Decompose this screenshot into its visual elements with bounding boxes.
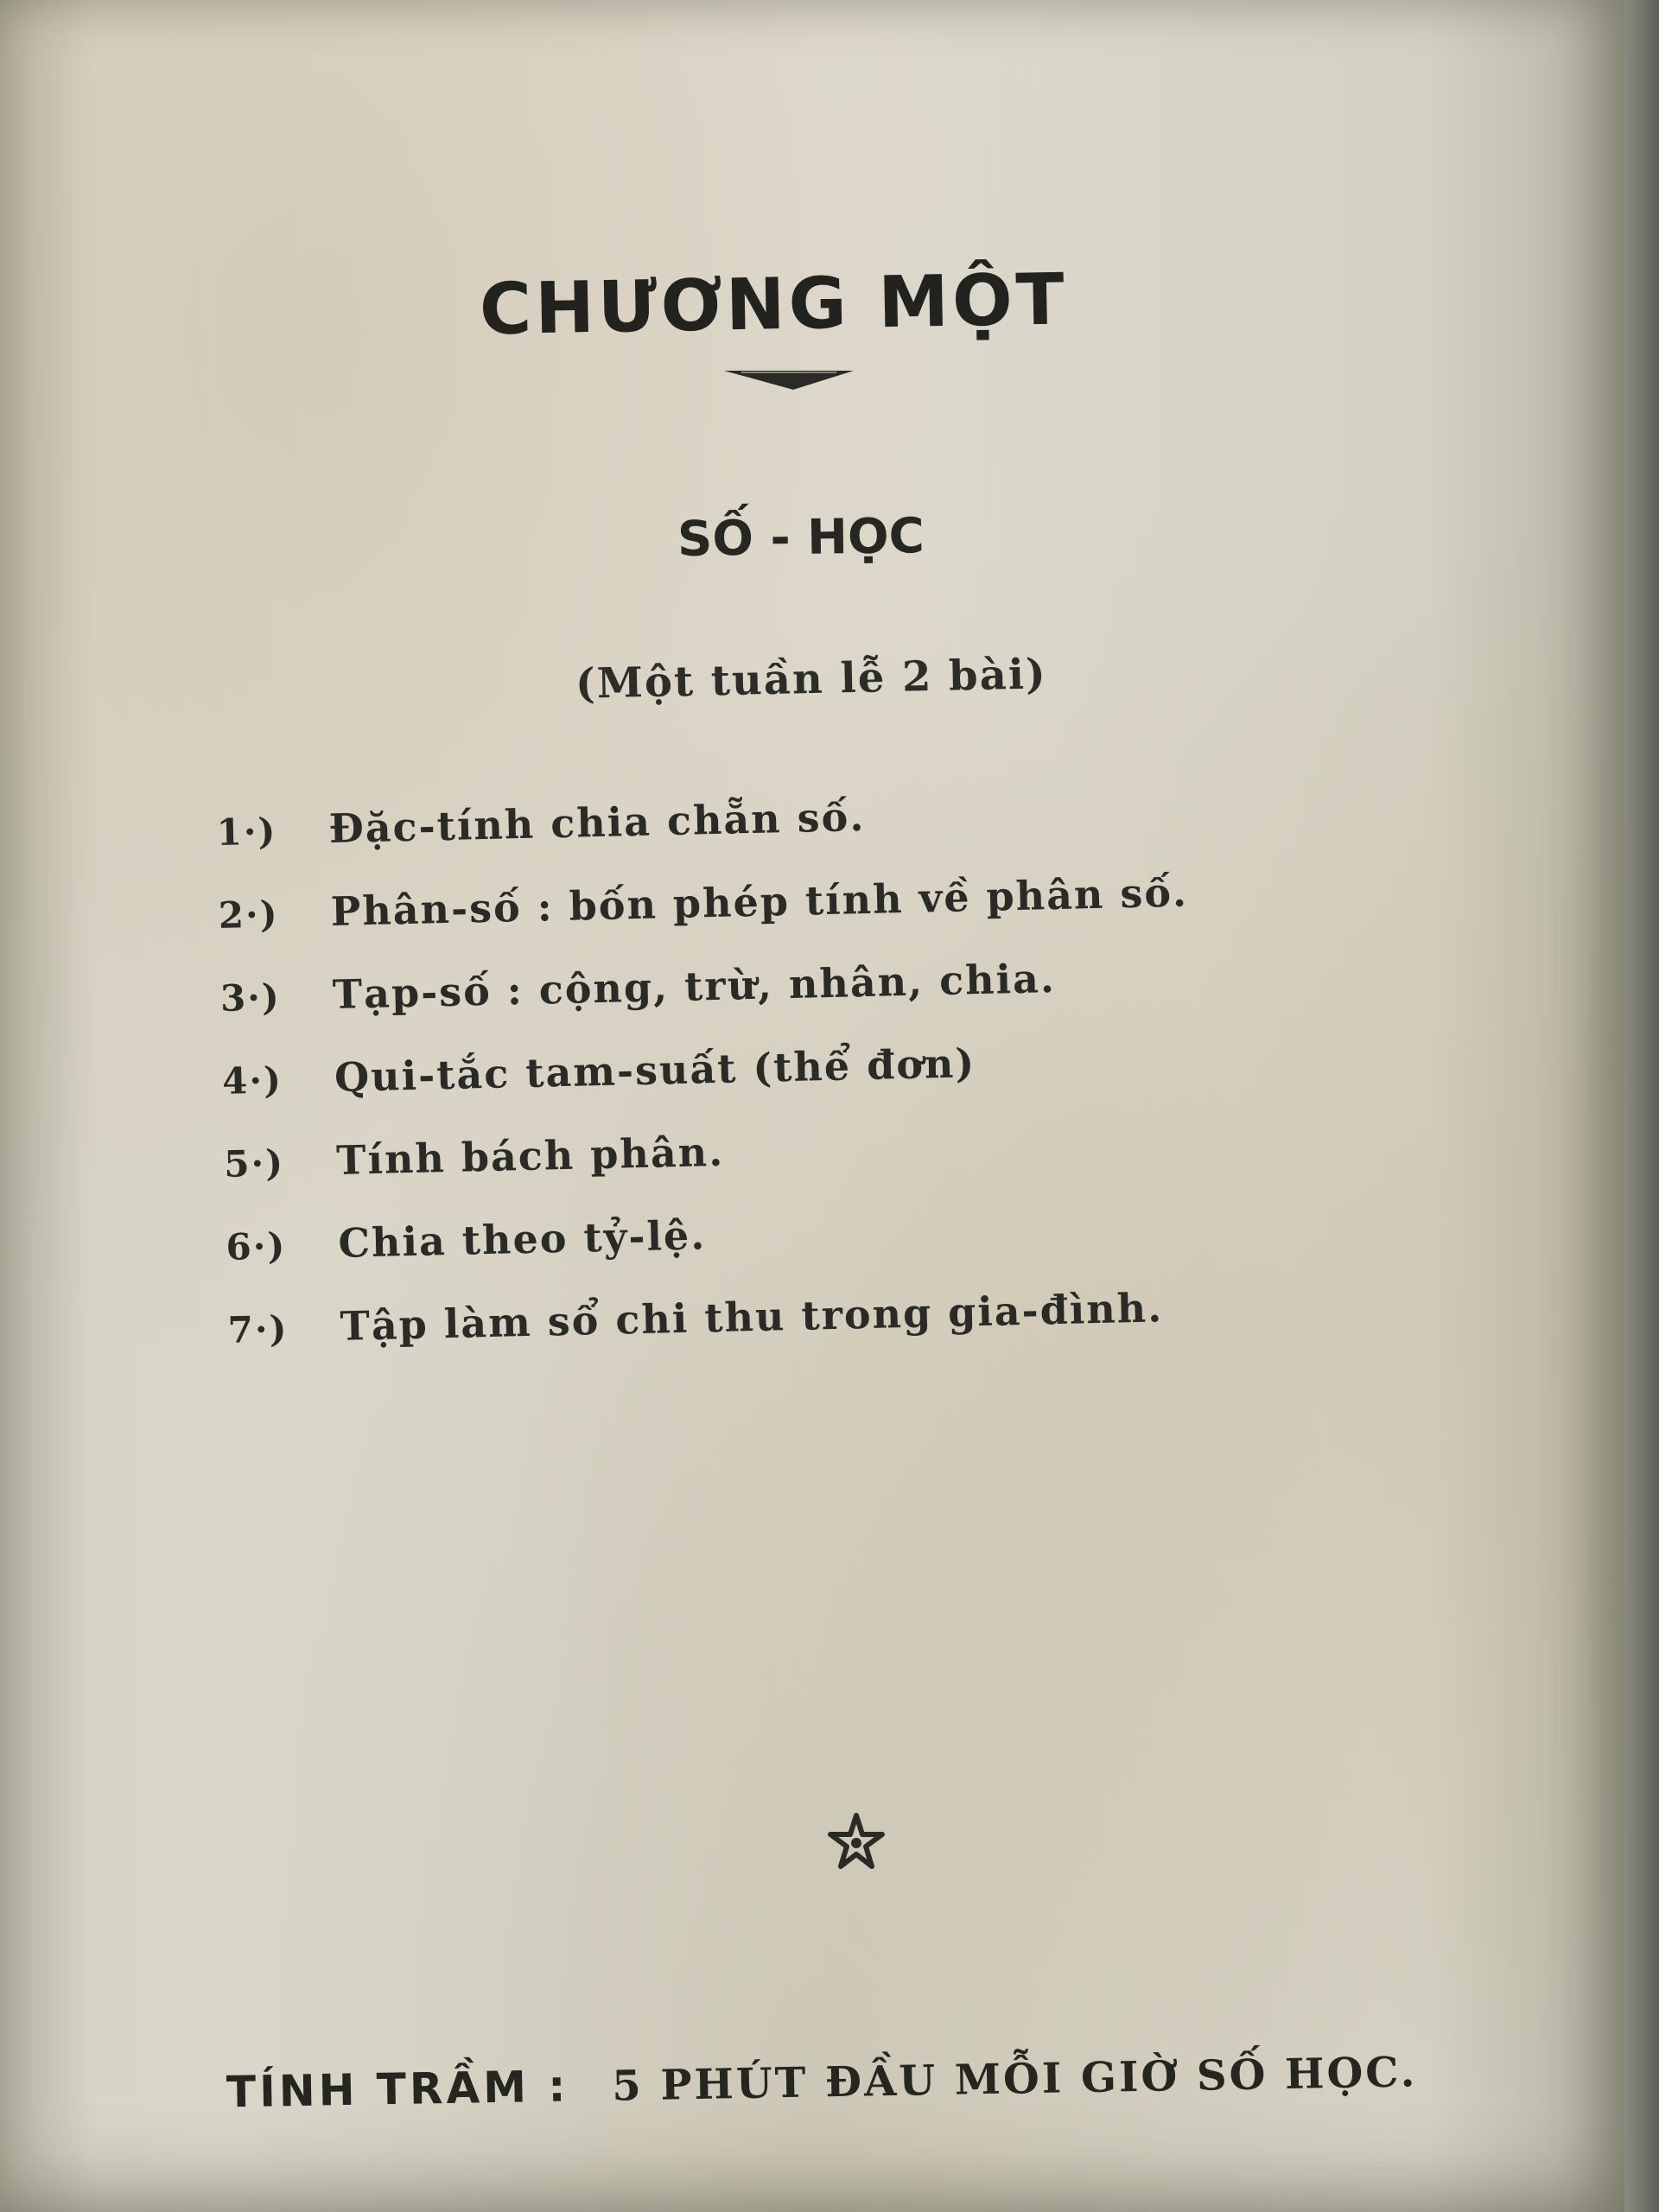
topic-number: 3·) [219, 976, 282, 1020]
topic-text: Qui-tắc tam-suất (thể đơn) [334, 1039, 976, 1101]
topic-text: Tạp-số : cộng, trừ, nhân, chia. [332, 955, 1057, 1018]
topic-number: 7·) [227, 1307, 289, 1351]
topic-number: 6·) [225, 1224, 287, 1268]
topic-number: 4·) [221, 1058, 283, 1103]
topic-text: Đặc-tính chia chẵn số. [327, 792, 866, 853]
topic-number: 2·) [218, 893, 280, 937]
footer-note [226, 2046, 1454, 2118]
footer-label: TÍNH TRẦM : [226, 2061, 569, 2118]
footer-text: 5 PHÚT ĐẦU MỖI GIỜ SỐ HỌC. [611, 2048, 1418, 2111]
chapter-title: CHƯƠNG MỘT [479, 258, 1069, 352]
title-underline-ornament-icon [724, 367, 854, 393]
topic-text: Chia theo tỷ-lệ. [337, 1211, 707, 1267]
topic-number: 5·) [223, 1141, 285, 1185]
topic-text: Tính bách phân. [335, 1128, 725, 1184]
topic-number: 1·) [216, 810, 277, 854]
page-edge-shadow [1624, 0, 1659, 2212]
topic-text: Phân-số : bốn phép tính về phân số. [330, 868, 1189, 936]
star-ornament-icon [825, 1810, 887, 1872]
subject-heading: SỐ - HỌC [677, 508, 925, 568]
topic-list [216, 784, 1309, 1389]
topic-text: Tập làm sổ chi thu trong gia-đình. [340, 1284, 1164, 1350]
schedule-note: (Một tuần lễ 2 bài) [575, 650, 1048, 709]
